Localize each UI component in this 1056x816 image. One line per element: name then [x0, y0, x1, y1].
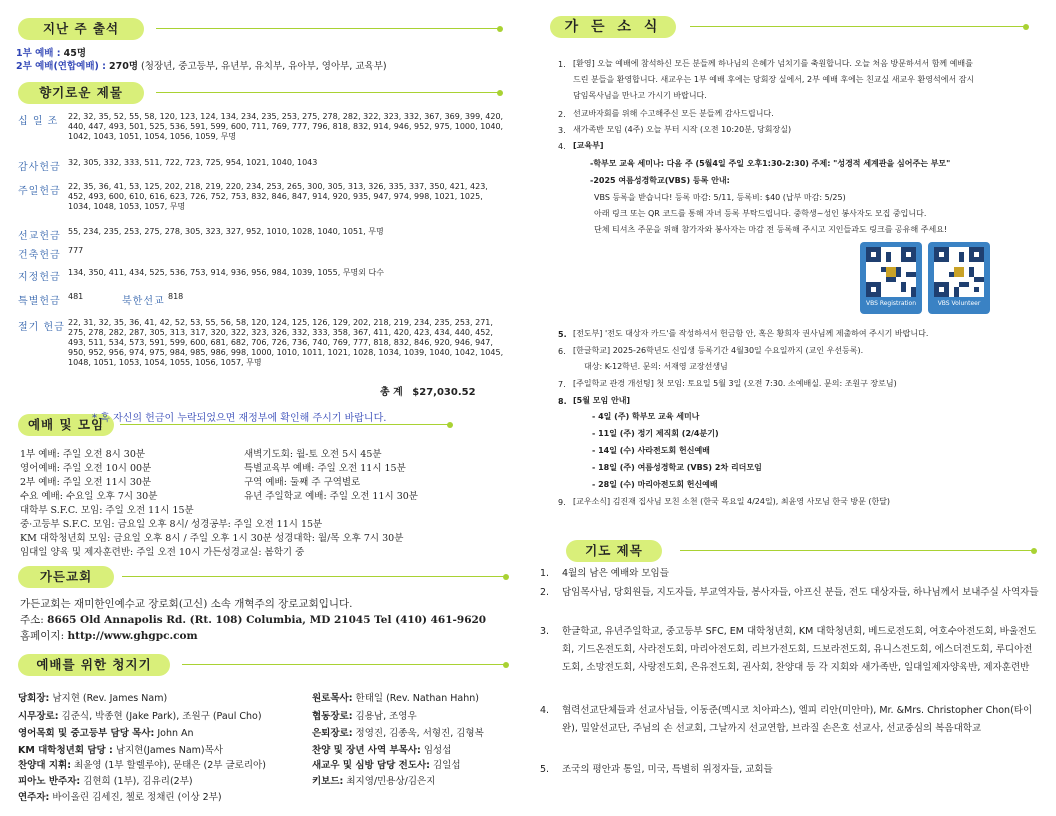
service-item: 영어예배: 주일 오전 10시 00분 [20, 463, 152, 474]
may-event: - 4일 (주) 학부모 교육 세미나 [592, 412, 700, 421]
second-service-count: 270명 [108, 61, 138, 72]
staff-item: 협동장로: 김용남, 조영우 [312, 711, 417, 722]
prayer-title: 기도 제목 [566, 540, 662, 562]
news-item: 선교바자회를 위해 수고해주신 모든 분들께 감사드립니다. [573, 109, 774, 118]
offering-label: 감사헌금 [18, 162, 61, 173]
news-number: 7. [558, 380, 566, 389]
section-rule [156, 28, 500, 29]
service-item: 구역 예배: 둘째 주 구역별로 [244, 477, 361, 488]
offering-value: 481 [68, 292, 84, 301]
news-number: 5. [558, 330, 567, 339]
staff-item: 찬양대 지휘: 최윤영 (1부 할렐루야), 문태은 (2부 글로리아) [18, 760, 266, 771]
offering-value: 55, 234, 235, 253, 275, 278, 305, 323, 327, 952, 1010, 1028, 1040, 1051, 무명 [68, 227, 384, 236]
offering-value: 777 [68, 246, 84, 255]
staff-item: KM 대학청년회 담당 : 남지현(James Nam)목사 [18, 745, 223, 756]
second-service-note: (청장년, 중고등부, 유년부, 유치부, 유아부, 영아부, 교육부) [141, 61, 387, 72]
news-item: 대상: K-12학년. 문의: 서재영 교장선생님 [584, 362, 728, 371]
news-item: [5월 모임 안내] [573, 396, 631, 405]
news-number: 4. [558, 142, 566, 151]
services-title: 예배 및 모임 [18, 414, 114, 436]
section-rule [156, 92, 500, 93]
offering-value: 22, 32, 35, 52, 55, 58, 120, 123, 124, 134, 234, 235, 253, 275, 278, 282, 322, 323, 332, 367, 369, 399, 420, 440, 447, 493, 501, 525, 536, 591, 599, 600, 711, 769, 777, 796, 818, 832, 914, 946, 952, 975, 1000, 1040, 1042, 1043, 1051, 1054, 1056, 1059, 무명 [68, 112, 504, 141]
section-rule [182, 664, 506, 665]
news-title: 가 든 소 식 [550, 16, 676, 38]
section-rule [680, 550, 1034, 551]
second-service-label: 2부 예배(연합예배) : [16, 61, 106, 72]
first-service-count: 45명 [63, 48, 86, 59]
news-number: 3. [558, 126, 566, 135]
attendance-second [16, 58, 387, 72]
may-event: - 14일 (수) 사라전도회 헌신예배 [592, 446, 710, 455]
staff-item: 피아노 반주자: 김현희 (1부), 김유리(2부) [18, 776, 193, 787]
staff-header [0, 654, 528, 676]
qr-caption: VBS Volunteer [937, 300, 981, 307]
homepage-link[interactable]: http://www.ghgpc.com [67, 630, 198, 642]
attendance-first [16, 45, 86, 59]
church-header [0, 566, 528, 588]
may-event: - 18일 (주) 여름성경학교 (VBS) 2차 리더모임 [592, 463, 762, 472]
offering-label: 지정헌금 [18, 272, 61, 283]
section-rule [690, 26, 1026, 27]
service-item: 1부 예배: 주일 오전 8시 30분 [20, 449, 146, 460]
offering-label: 십 일 조 [18, 116, 59, 127]
address-label: 주소: [20, 614, 44, 626]
edu-line: 단체 티셔츠 주문을 위해 참가자와 봉사자는 마감 전 등록해 주시고 지인들과도 링크를 공유해 주세요! [594, 225, 948, 234]
attendance-header [0, 18, 528, 40]
staff-item: 당회장: 남지현 (Rev. James Nam) [18, 693, 168, 704]
news-item: [전도부] '전도 대상자 카드'를 작성하셔서 헌금함 안, 혹은 황희자 권사님께 제출하여 주시기 바랍니다. [573, 329, 929, 338]
offerings-title: 향기로운 제물 [18, 82, 144, 104]
staff-title: 예배를 위한 청지기 [18, 654, 170, 676]
prayer-header [528, 540, 1056, 562]
news-item: [교육부] [573, 141, 604, 150]
edu-line: -2025 여름성경학교(VBS) 등록 안내: [590, 176, 730, 185]
qr-caption: VBS Registration [865, 300, 916, 307]
church-description: 가든교회는 재미한인예수교 장로회(고신) 소속 개혁주의 장로교회입니다. [20, 598, 353, 610]
service-item: 대학부 S.F.C. 모임: 주일 오전 11시 15분 [20, 505, 194, 516]
total-label: 총 계 [380, 387, 403, 398]
offering-value: 134, 350, 411, 434, 525, 536, 753, 914, 936, 956, 984, 1039, 1055, 무명외 다수 [68, 268, 384, 277]
news-number: 8. [558, 397, 567, 406]
offering-note: * 혹 자신의 헌금이 누락되었으면 재정부에 확인해 주시기 바랍니다. [92, 413, 387, 424]
news-item: [한글학교] 2025-26학년도 신입생 등록기간 4월30일 수요일까지 (교인 우선등록). [573, 346, 864, 355]
section-rule [122, 576, 506, 577]
news-item: 새가족반 모임 (4주) 오늘 부터 시작 (오전 10:20분, 당회장실) [573, 125, 792, 134]
news-number: 2. [558, 110, 566, 119]
staff-item: 연주자: 바이올린 김세진, 첼로 정채린 (이상 2부) [18, 792, 222, 803]
staff-item: 은퇴장로: 정영진, 김종욱, 서형진, 김형복 [312, 728, 484, 739]
news-item: [주일학교 관경 개선팅] 첫 모임: 토요일 5월 3일 (오전 7:30. 소예배실. 문의: 조원구 장로님) [573, 379, 897, 388]
homepage-label: 홈페이지: [20, 630, 65, 642]
staff-item: 영어목회 및 중고등부 담당 목사: John An [18, 728, 194, 739]
church-address [20, 612, 486, 627]
edu-line: 아래 링크 또는 QR 코드를 통해 자녀 등록 부탁드립니다. 중학생~성인 봉사자도 모집 중입니다. [594, 209, 927, 218]
offering-label: 절기 헌금 [18, 322, 65, 333]
news-number: 1. [558, 60, 566, 69]
staff-item: 새교우 및 심방 담당 전도사: 김일섭 [312, 760, 461, 771]
church-homepage [20, 628, 198, 643]
offering-value: 32, 305, 332, 333, 511, 722, 723, 725, 954, 1021, 1040, 1043 [68, 158, 318, 167]
church-title: 가든교회 [18, 566, 114, 588]
staff-item: 찬양 및 장년 사역 부목사: 임성섭 [312, 745, 452, 756]
vbs-registration-qr[interactable] [860, 242, 922, 314]
news-header [528, 16, 1056, 38]
service-item: 2부 예배: 주일 오전 11시 30분 [20, 477, 152, 488]
attendance-title: 지난 주 출석 [18, 18, 144, 40]
offering-value: 22, 31, 32, 35, 36, 41, 42, 52, 53, 55, 56, 58, 120, 124, 125, 126, 129, 202, 218, 219, 234, 235, 253, 271, 275, 278, 282, 287, 305, 313, 317, 320, 322, 323, 326, 332, 333, 358, 367, 411, 420, 423, 434, 440, 452, 493, 511, 534, 573, 591, 599, 600, 681, 682, 706, 726, 736, 740, 769, 777, 818, 832, 846, 920, 946, 947, 950, 952, 956, 974, 975, 984, 985, 986, 998, 1000, 1010, 1011, 1021, 1028, 1034, 1039, 1040, 1042, 1045, 1048, 1051, 1053, 1054, 1055, 1056, 1057, 무명 [68, 318, 504, 367]
service-item: 유년 주일학교 예배: 주일 오전 11시 30분 [244, 491, 418, 502]
news-item-welcome: [환영] 오늘 예배에 참석하신 모든 분들께 하나님의 은혜가 넘치기를 축원합니다. 오늘 처음 방문하셔서 함께 예배를 드린 분들을 환영합니다. 새교우는 1부 예배 후에는 당회장 실에서, 2부 예배 후에는 친교실 새교우 환영석에서 잠시 담임목사님을 만나고 가시기 바랍니다. [573, 59, 975, 100]
right-page: 가 든 소 식 1. [환영] 오늘 예배에 참석하신 모든 분들께 하나님의 은혜가 넘치기를 축원합니다. 오늘 처음 방문하셔서 함께 예배를 드린 분들을 환영합니다. 새교우는 1부 예배 후에는 당회장 실에서, 2부 예배 후에는 친교실 새교우 환영석에서 잠시 담임목사님을 만나고 가시기 바랍니다. 2. 선교바자회를 위해 수고해주신 모든 분들께 감사드립니다. 3. 새가족반 모임 (4주) 오늘 부터 시작 (오전 10:20분, 당회장실) 4. [교육부] -학부모 교육 세미나: 다음 주 (5월4일 주일 오후1:30-2:30) 주제: "성경적 세계관을 심어주는 부모" -2025 여름성경학교(VBS) 등록 안내: VBS 등록을 받습니다! 등록 마감: 5/11, 등록비: $40 (납부 마감: 5/25) 아래 링크 또는 QR 코드를 통해 자녀 등록 부탁드립니다. 중학생~성인 봉사자도 모집 중입니다. 단체 티셔츠 주문을 위해 참가자와 봉사자는 마감 전 등록해 주시고 지인들과도 링크를 공유해 주세요! VBS Registration VBS Volunteer 5. [전도부] '전도 대상자 카드'를 작성하셔서 헌금함 안, 혹은 황희자 권사님께 제출하여 주시기 바랍니다. 6. [한글학교] 2025-26학년도 신입생 등록기간 4월30일 수요일까지 (교인 우선등록). 대상: K-12학년. 문의: 서재영 교장선생님 7. [주일학교 관경 개선팅] 첫 모임: 토요일 5월 3일 (오전 7:30. 소예배실. 문의: 조원구 장로님) 8. [5월 모임 안내] - 4일 (주) 학부모 교육 세미나 - 11일 (주) 정기 제직회 (2/4분기) - 14일 (수) 사라전도회 헌신예배 - 18일 (주) 여름성경학교 (VBS) 2차 리더모임 - 28일 (수) 마리아전도회 헌신예배 9. [교우소식] 김진재 집사님 모친 소천 (한국 목요일 4/24일), 최윤영 사모님 한국 방문 (한달) 기도 제목 1. 4월의 남은 예배와 모임들 2. 담임목사님, 당회원들, 지도자들, 부교역자들, 봉사자들, 아프신 분들, 전도 대상자들, 하나님께서 보내주실 사역자들 3. 한글학교, 유년주일학교, 중고등부 SFC, EM 대학청년회, KM 대학청년회, 베드로전도회, 여호수아전도회, 바울전도회, 기드온전도회, 사라전도회, 마리아전도회, 리브가전도회, 드보라전도회, 유니스전도회, 에스더전도회, 루디아전도회, 소망전도회, 사랑전도회, 은유전도회, 권사회, 찬양대 등 각 지회와 새가족반, 일대일제자양육반, 제자훈련반 4. 협력선교단체들과 선교사님들, 이동준(멕시코 치아파스), 엘피 리안(미안마), Mr. &Mrs. Christopher Chon(타이완), 밀알선교단, 주님의 손 선교회, 그날까지 선교연합, 브라질 손은호 선교사, 선교중심의 복음대학교 5. 조국의 평안과 통일, 미국, 특별히 위정자들, 교회들 [528, 0, 1056, 816]
news-number: 9. [558, 498, 566, 507]
offering-value: 22, 35, 36, 41, 53, 125, 202, 218, 219, 220, 234, 253, 265, 300, 305, 313, 326, 335, 337, 350, 421, 423, 452, 493, 600, 610, 616, 623, 726, 752, 753, 832, 846, 847, 914, 920, 935, 947, 974, 998, 1021, 1025, 1034, 1048, 1053, 1057, 무명 [68, 182, 488, 211]
service-item: 새벽기도회: 월-토 오전 5시 45분 [244, 449, 382, 460]
first-service-label: 1부 예배 : [16, 48, 61, 59]
may-event: - 28일 (수) 마리아전도회 헌신예배 [592, 480, 718, 489]
offering-label: 특별헌금 [18, 296, 61, 307]
offerings-header [0, 82, 528, 104]
offering-total [380, 383, 476, 398]
offering-label: 선교헌금 [18, 231, 61, 242]
service-item: KM 대학청년회 모임: 금요일 오후 8시 / 주일 오후 1시 30분 성경대학: 월/목 오후 7시 30분 [20, 533, 404, 544]
may-event: - 11일 (주) 정기 제직회 (2/4분기) [592, 429, 719, 438]
service-item: 수요 예배: 수요일 오후 7시 30분 [20, 491, 158, 502]
service-item: 특별교육부 예배: 주일 오전 11시 15분 [244, 463, 406, 474]
offering-label: 건축헌금 [18, 250, 61, 261]
edu-line: -학부모 교육 세미나: 다음 주 (5월4일 주일 오후1:30-2:30) 주제: "성경적 세계관을 심어주는 부모" [590, 159, 951, 168]
address-value: 8665 Old Annapolis Rd. (Rt. 108) Columbia, MD 21045 Tel (410) 461-9620 [47, 614, 487, 626]
total-value: $27,030.52 [412, 387, 476, 398]
edu-line: VBS 등록을 받습니다! 등록 마감: 5/11, 등록비: $40 (납부 마감: 5/25) [594, 193, 846, 202]
news-item: [교우소식] 김진재 집사님 모친 소천 (한국 목요일 4/24일), 최윤영 사모님 한국 방문 (한달) [573, 497, 891, 506]
qr-code-icon [934, 247, 984, 297]
service-item: 중·고등부 S.F.C. 모임: 금요일 오후 8시/ 성경공부: 주일 오전 11시 15분 [20, 519, 323, 530]
staff-item: 원로목사: 한태일 (Rev. Nathan Hahn) [312, 693, 479, 704]
staff-item: 키보드: 최지영/민용상/김은지 [312, 776, 436, 787]
vbs-volunteer-qr[interactable] [928, 242, 990, 314]
northkorea-value: 818 [168, 292, 184, 301]
offering-label: 주일헌금 [18, 186, 61, 197]
section-rule [120, 424, 450, 425]
staff-item: 시무장로: 김준식, 박종현 (Jake Park), 조원구 (Paul Cho) [18, 711, 262, 722]
service-item: 임대일 양육 및 제자훈련반: 주일 오전 10시 가든성경교실: 봄학기 중 [20, 547, 305, 558]
qr-code-icon [866, 247, 916, 297]
northkorea-label: 북한선교 [122, 296, 165, 307]
news-number: 6. [558, 347, 566, 356]
